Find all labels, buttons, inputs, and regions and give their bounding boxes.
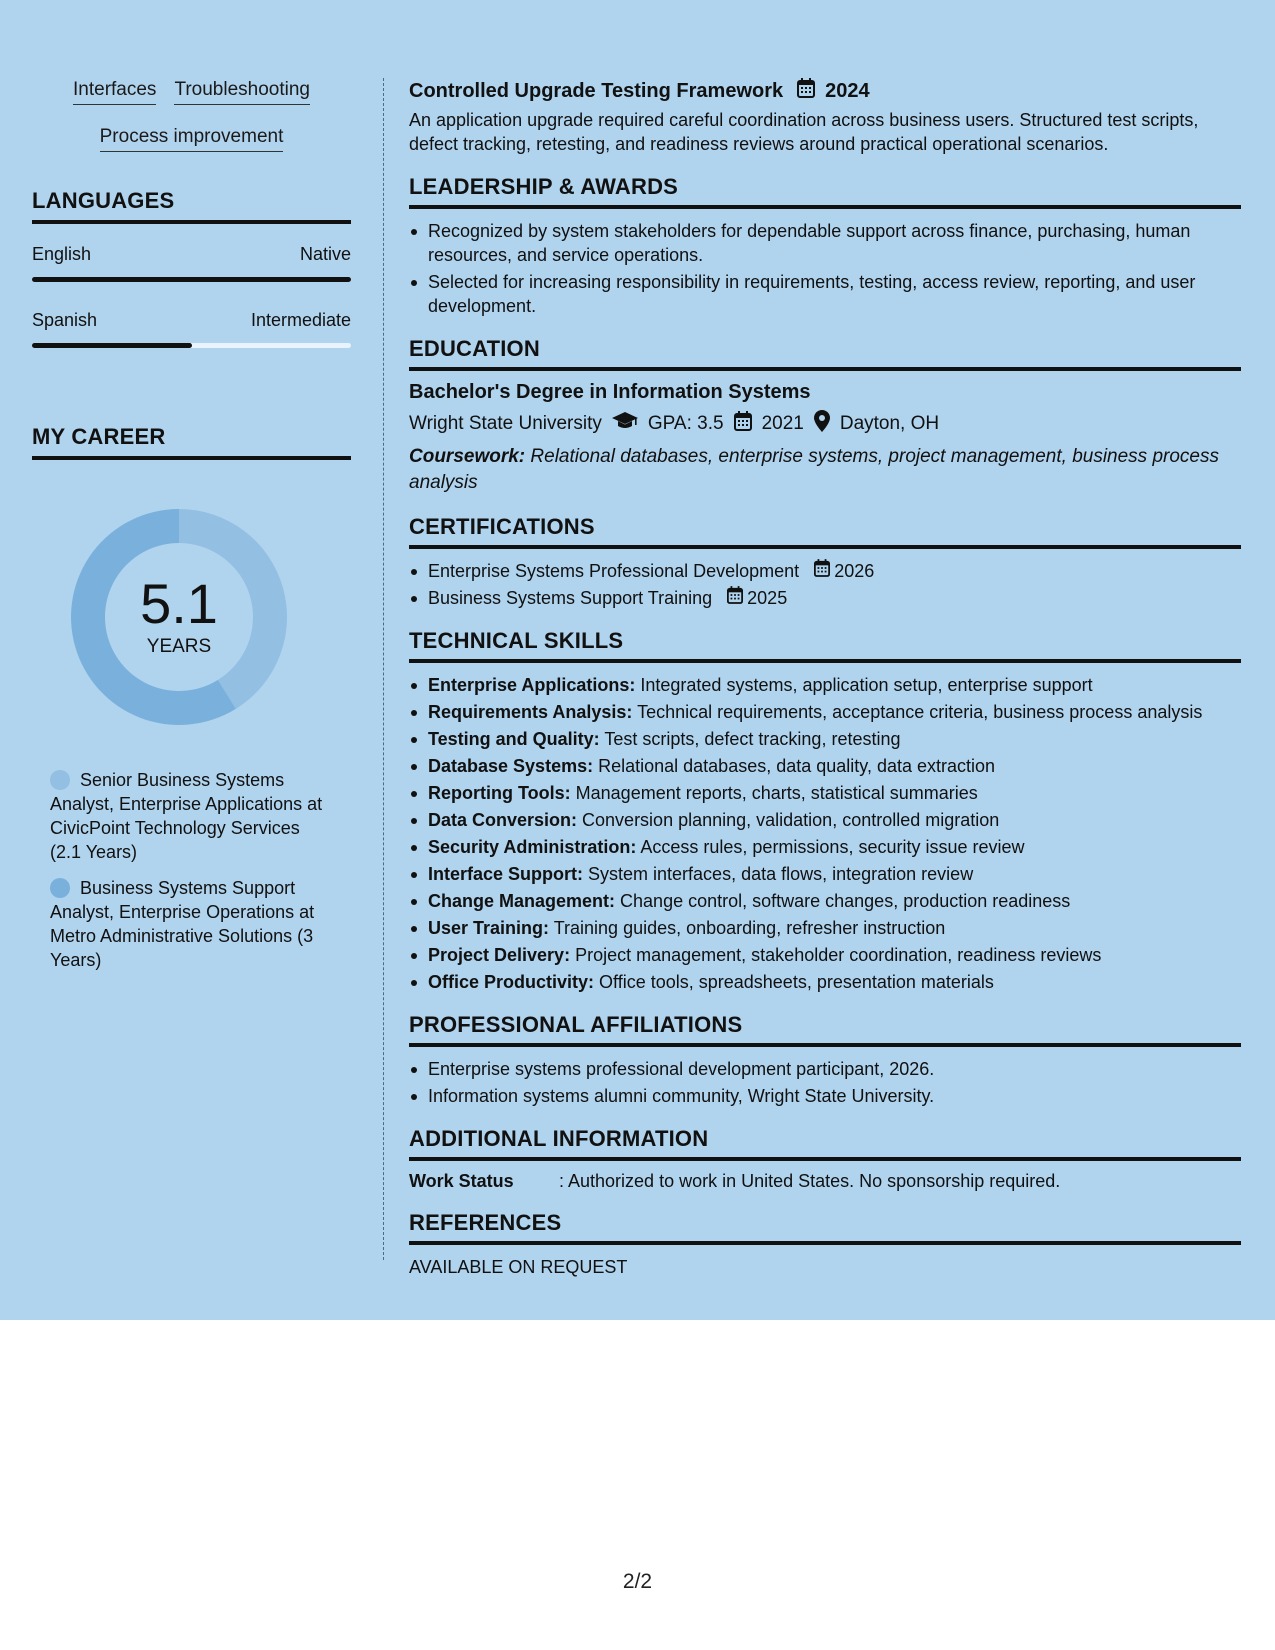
skill-label: Project Delivery:: [428, 945, 571, 965]
list-item: [409, 835, 1241, 859]
language-proficiency-bar: [32, 343, 351, 348]
skill-value: Access rules, permissions, security issue review: [636, 837, 1025, 857]
skill-value: System interfaces, data flows, integration review: [583, 864, 974, 884]
language-name: English: [32, 244, 92, 264]
language-proficiency-fill: [32, 277, 351, 282]
page-number: 2/2: [622, 1570, 653, 1593]
career-total-unit: YEARS: [146, 636, 212, 657]
skill-value: Conversion planning, validation, controlled migration: [577, 810, 1000, 830]
education-meta: [409, 410, 1241, 438]
skill-tags: [32, 78, 351, 152]
education-gpa: GPA: 3.5: [647, 413, 724, 434]
skill-label: Testing and Quality:: [428, 729, 600, 749]
education-location: Dayton, OH: [839, 413, 940, 434]
coursework-text: Relational databases, enterprise systems, project management, business process analysis: [409, 446, 1219, 493]
list-item: [409, 916, 1241, 940]
list-item: [409, 700, 1241, 724]
certification-name: Enterprise Systems Professional Development: [428, 561, 800, 581]
location-pin-icon: [814, 410, 830, 438]
language-level: Intermediate: [250, 310, 351, 330]
skill-value: Integrated systems, application setup, enterprise support: [635, 675, 1093, 695]
language-level: Native: [299, 244, 351, 264]
calendar-icon: [734, 411, 752, 437]
language-row: [32, 310, 351, 331]
career-donut-chart: [64, 502, 294, 732]
list-item: [409, 862, 1241, 886]
references-heading: REFERENCES: [409, 1210, 1241, 1245]
leadership-heading: LEADERSHIP & AWARDS: [409, 174, 1241, 209]
left-column: [32, 78, 351, 984]
skills-list: [409, 673, 1241, 994]
skill-value: Test scripts, defect tracking, retesting: [599, 729, 901, 749]
list-item: [409, 970, 1241, 994]
languages-section: [32, 188, 351, 348]
skill-value: Relational databases, data quality, data extraction: [593, 756, 996, 776]
list-item: Information systems alumni community, Wright State University.: [409, 1084, 1241, 1108]
project-description: An application upgrade required careful coordination across business users. Structured test scripts, defect tracking, retesting, and readiness reviews around practical operational scenarios.: [409, 110, 1199, 154]
coursework-label: Coursework:: [409, 446, 526, 467]
skill-label: Interface Support:: [428, 864, 584, 884]
career-legend: [32, 768, 351, 972]
certifications-heading: CERTIFICATIONS: [409, 514, 1241, 549]
tag-interfaces: Interfaces: [73, 78, 156, 105]
list-item: Selected for increasing responsibility in requirements, testing, access review, reporting, and user development.: [409, 270, 1241, 318]
language-proficiency-bar: [32, 277, 351, 282]
skill-label: Database Systems:: [428, 756, 594, 776]
career-legend-label: Senior Business Systems Analyst, Enterprise Applications at CivicPoint Technology Services (2.1 Years): [50, 770, 323, 862]
skill-value: Change control, software changes, production readiness: [615, 891, 1071, 911]
skill-label: Enterprise Applications:: [428, 675, 636, 695]
skill-label: Office Productivity:: [428, 972, 595, 992]
career-heading: MY CAREER: [32, 424, 351, 460]
project-title-row: [409, 78, 1241, 104]
certifications-list: [409, 559, 1241, 610]
list-item: [409, 889, 1241, 913]
list-item: [409, 781, 1241, 805]
certification-name: Business Systems Support Training: [428, 588, 713, 608]
list-item: [409, 754, 1241, 778]
work-status-label: Work Status: [409, 1171, 514, 1191]
education-year: 2021: [761, 413, 804, 434]
right-column: [409, 78, 1241, 1278]
skill-value: Technical requirements, acceptance criteria, business process analysis: [632, 702, 1203, 722]
skill-value: Project management, stakeholder coordination, readiness reviews: [570, 945, 1102, 965]
skill-label: Requirements Analysis:: [428, 702, 633, 722]
graduation-cap-icon: [612, 412, 638, 436]
references-text: AVAILABLE ON REQUEST: [409, 1257, 628, 1277]
skill-value: Training guides, onboarding, refresher instruction: [549, 918, 946, 938]
list-item: [409, 943, 1241, 967]
skill-value: Management reports, charts, statistical summaries: [570, 783, 978, 803]
career-legend-item: [50, 768, 331, 864]
languages-heading: LANGUAGES: [32, 188, 351, 224]
language-name: Spanish: [32, 310, 98, 330]
career-legend-label: Business Systems Support Analyst, Enterprise Operations at Metro Administrative Solutions (3 Years): [50, 878, 315, 970]
education-school: Wright State University: [409, 413, 602, 434]
list-item: [409, 808, 1241, 832]
skills-heading: TECHNICAL SKILLS: [409, 628, 1241, 663]
tag-process-improvement: Process improvement: [100, 125, 284, 152]
calendar-icon: [797, 78, 815, 104]
skill-label: Security Administration:: [428, 837, 637, 857]
list-item: Recognized by system stakeholders for dependable support across finance, purchasing, human resources, and service operations.: [409, 219, 1241, 267]
project-title: Controlled Upgrade Testing Framework: [409, 79, 784, 102]
education-degree: Bachelor's Degree in Information Systems: [409, 381, 811, 403]
skill-value: Office tools, spreadsheets, presentation materials: [594, 972, 994, 992]
career-section: [32, 424, 351, 972]
language-proficiency-fill: [32, 343, 192, 348]
leadership-list: [409, 219, 1241, 318]
legend-dot: [50, 878, 70, 898]
donut-center: [64, 502, 294, 732]
list-item: [409, 727, 1241, 751]
list-item: [409, 559, 1241, 583]
additional-info-heading: ADDITIONAL INFORMATION: [409, 1126, 1241, 1161]
education-heading: EDUCATION: [409, 336, 1241, 371]
column-divider: [383, 78, 384, 1260]
affiliations-heading: PROFESSIONAL AFFILIATIONS: [409, 1012, 1241, 1047]
legend-dot: [50, 770, 70, 790]
work-status-row: [409, 1171, 1241, 1192]
certification-year: 2026: [834, 561, 875, 581]
skill-label: Reporting Tools:: [428, 783, 571, 803]
career-legend-item: [50, 876, 331, 972]
career-total-value: 5.1: [140, 572, 218, 635]
skill-label: Change Management:: [428, 891, 616, 911]
education-coursework: [409, 444, 1241, 496]
language-row: [32, 244, 351, 265]
certification-year: 2025: [747, 588, 788, 608]
work-status-value: : Authorized to work in United States. No sponsorship required.: [559, 1171, 1061, 1191]
skill-label: User Training:: [428, 918, 550, 938]
tag-troubleshooting: Troubleshooting: [174, 78, 310, 105]
project-year: 2024: [825, 79, 870, 102]
skill-label: Data Conversion:: [428, 810, 578, 830]
list-item: Enterprise systems professional development participant, 2026.: [409, 1057, 1241, 1081]
calendar-icon: [727, 586, 743, 610]
list-item: [409, 673, 1241, 697]
affiliations-list: [409, 1057, 1241, 1108]
calendar-icon: [814, 559, 830, 583]
list-item: [409, 586, 1241, 610]
